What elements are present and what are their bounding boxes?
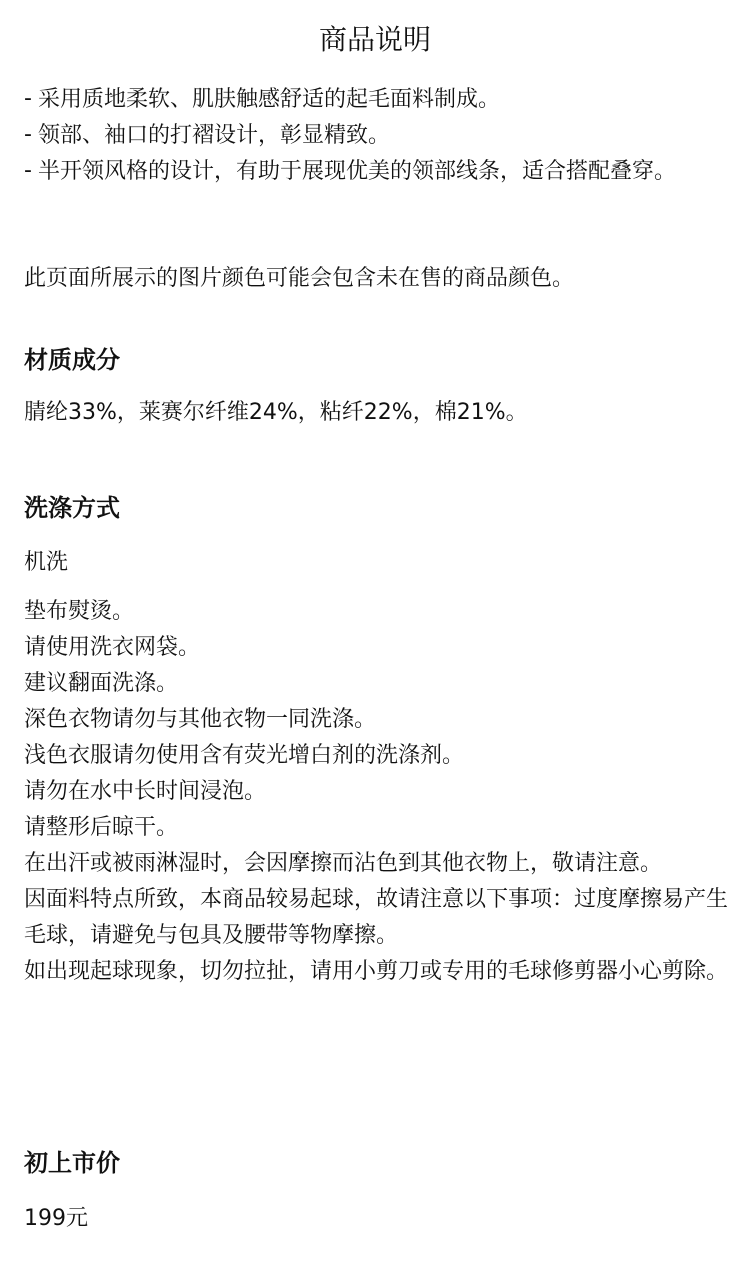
washing-instruction-item: 建议翻面洗涤。 <box>24 671 179 696</box>
washing-instruction-item: 深色衣物请勿与其他衣物一同洗涤。 <box>24 707 377 732</box>
bullet-marker: - <box>24 86 32 111</box>
feature-text: 领部、袖口的打褶设计，彰显精致。 <box>38 123 391 148</box>
feature-text: 采用质地柔软、肌肤触感舒适的起毛面料制成。 <box>38 87 501 112</box>
color-disclaimer: 此页面所展示的图片颜色可能会包含未在售的商品颜色。 <box>24 266 575 291</box>
washing-method: 机洗 <box>24 550 69 575</box>
washing-instruction-item: 如出现起球现象，切勿拉扯，请用小剪刀或专用的毛球修剪器小心剪除。 <box>24 959 729 984</box>
washing-instruction-item: 因面料特点所致，本商品较易起球，故请注意以下事项：过度摩擦易产生毛球，请避免与包具及腰带等物摩擦。 <box>24 887 729 948</box>
material-composition: 腈纶33%，莱赛尔纤维24%，粘纤22%，棉21%。 <box>24 400 528 425</box>
washing-instruction-item: 请勿在水中长时间浸泡。 <box>24 779 267 804</box>
feature-text: 半开领风格的设计，有助于展现优美的领部线条，适合搭配叠穿。 <box>38 159 677 184</box>
feature-item <box>24 118 724 154</box>
bullet-marker: - <box>24 158 32 183</box>
page-title: 商品说明 <box>318 23 431 56</box>
feature-item <box>24 82 724 118</box>
washing-heading: 洗涤方式 <box>24 494 120 522</box>
feature-list <box>24 82 724 190</box>
washing-instruction-item: 在出汗或被雨淋湿时，会因摩擦而沾色到其他衣物上，敬请注意。 <box>24 851 663 876</box>
material-heading: 材质成分 <box>24 346 120 374</box>
price-heading: 初上市价 <box>24 1149 120 1177</box>
washing-instructions <box>24 594 728 990</box>
washing-instruction-item: 请使用洗衣网袋。 <box>24 635 201 660</box>
washing-instruction-item: 浅色衣服请勿使用含有荧光增白剂的洗涤剂。 <box>24 743 465 768</box>
washing-instruction-item: 垫布熨烫。 <box>24 599 135 624</box>
bullet-marker: - <box>24 122 32 147</box>
washing-instruction-item: 请整形后晾干。 <box>24 815 179 840</box>
price-value: 199元 <box>24 1206 88 1231</box>
feature-item <box>24 154 724 190</box>
